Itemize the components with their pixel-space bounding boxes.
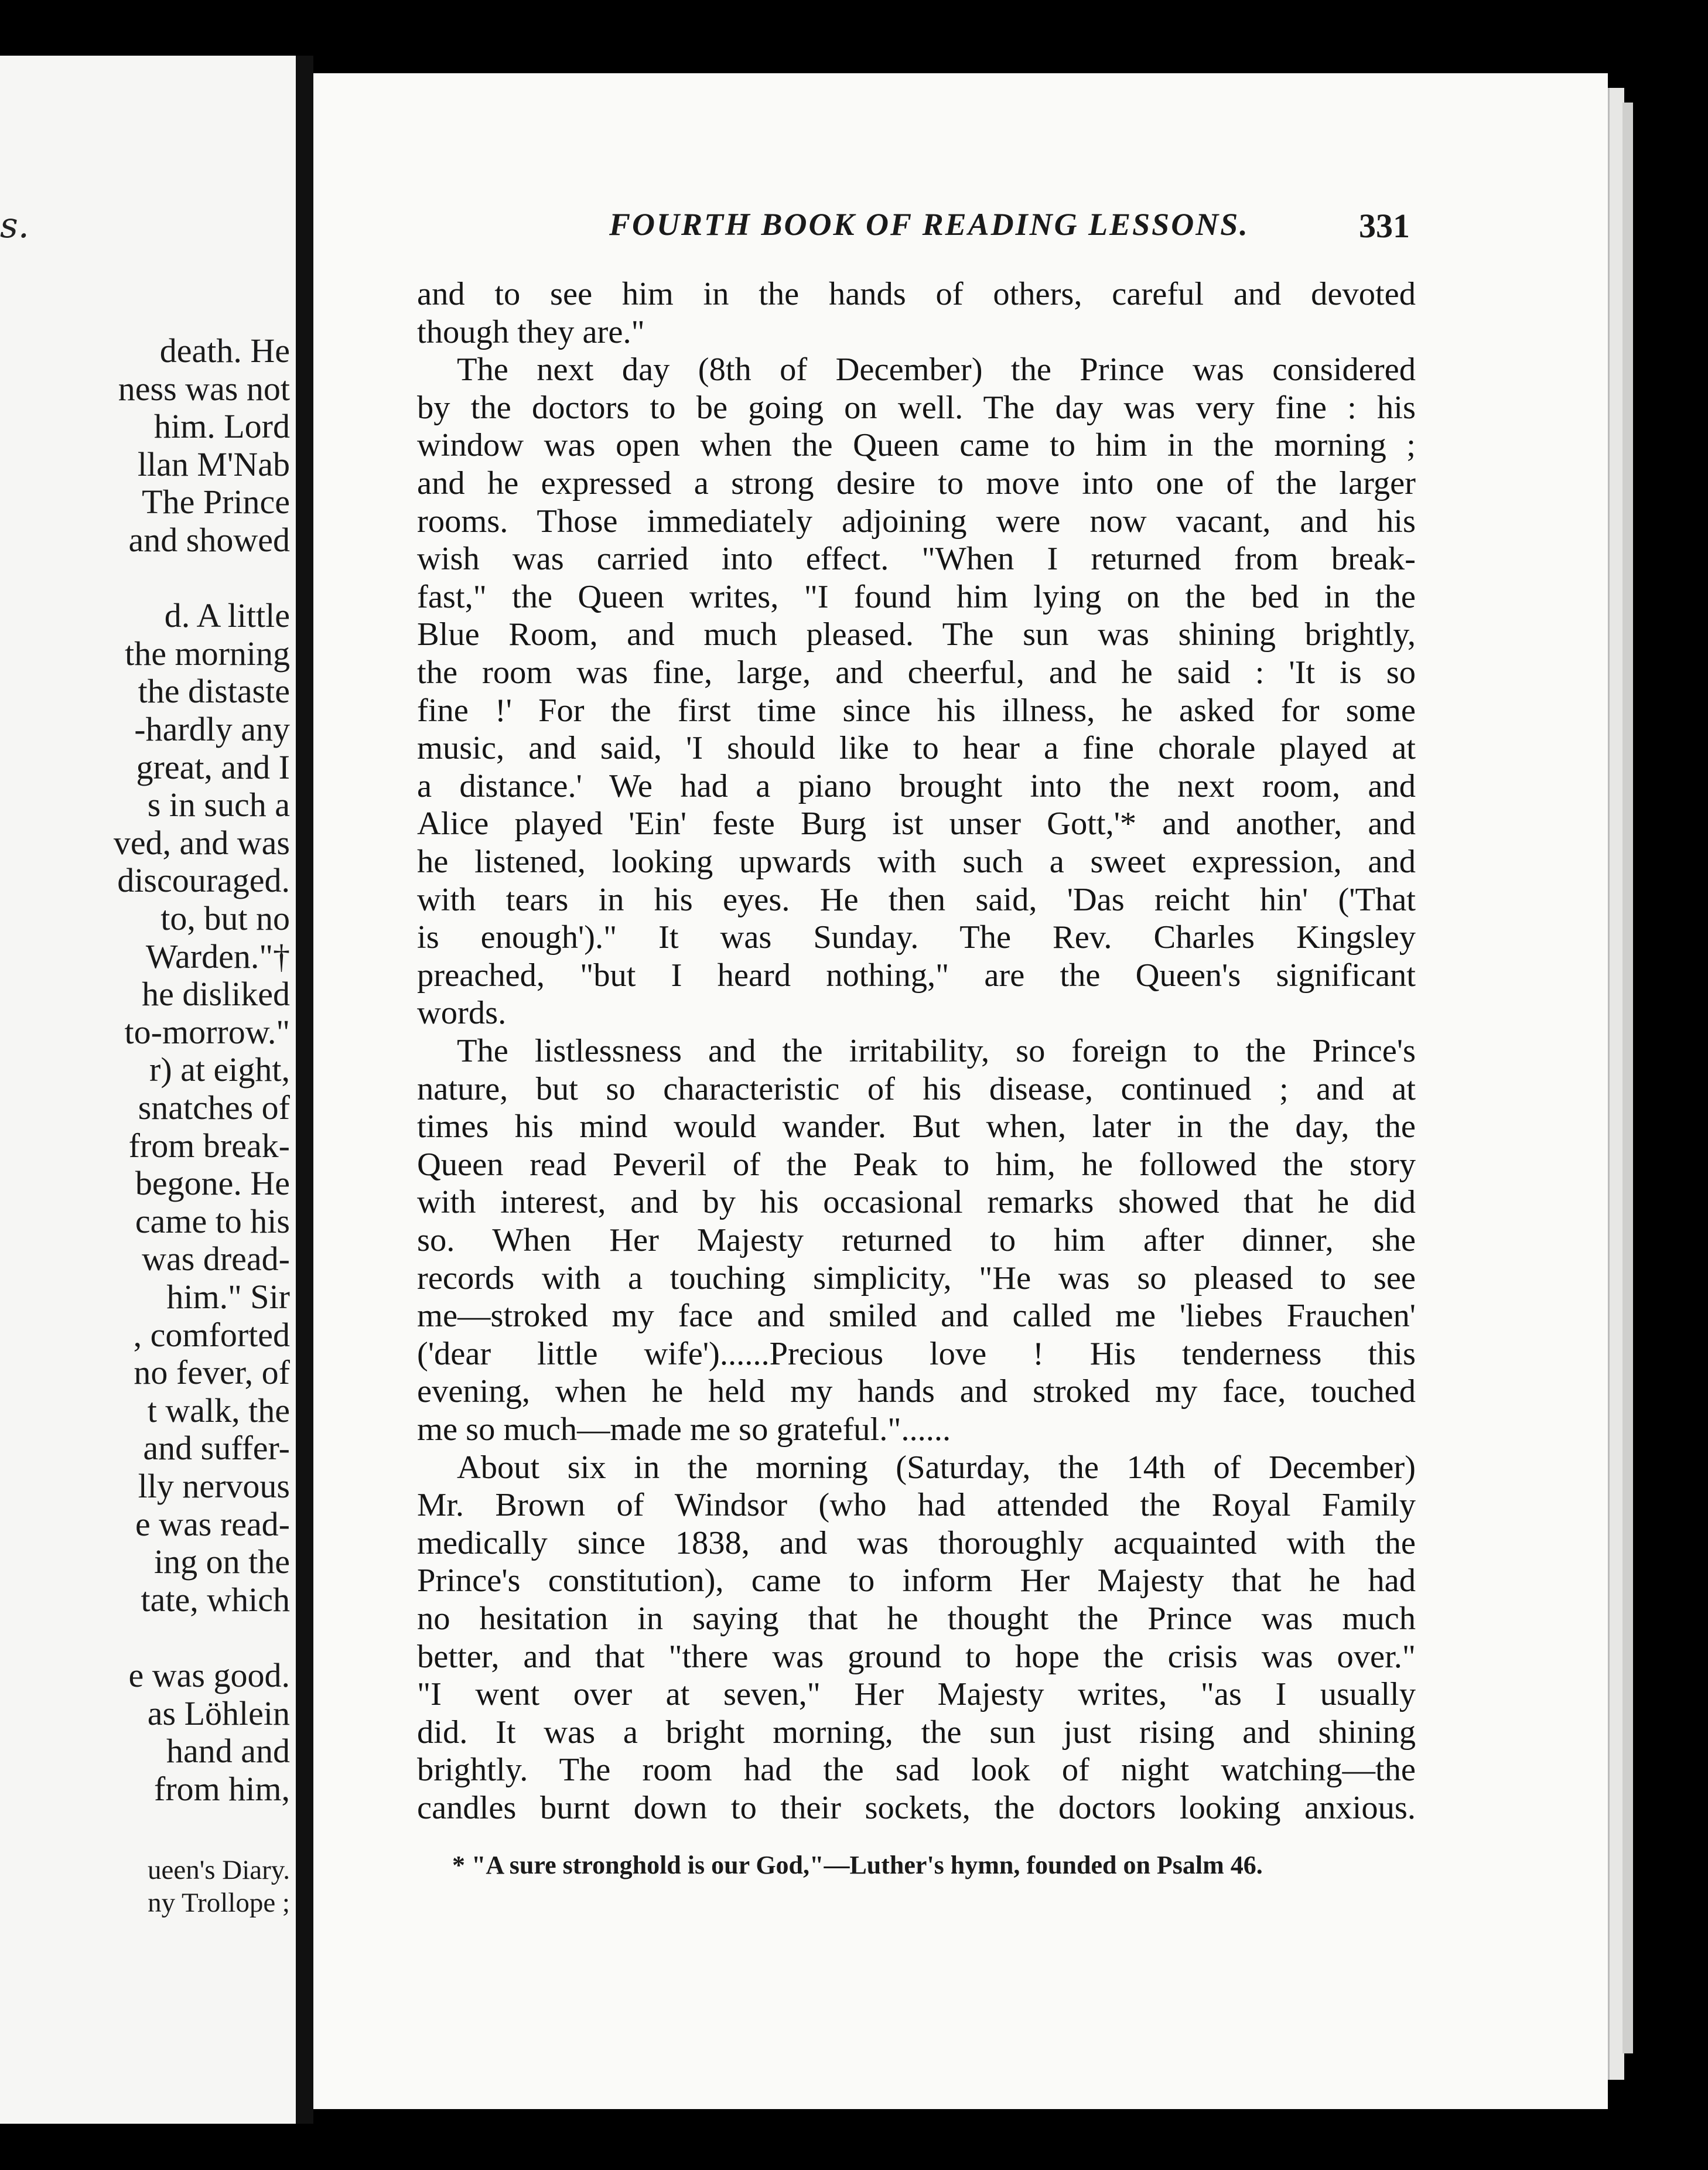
text-line: nature, but so characteristic of his disease, continued ; and at <box>417 1070 1416 1107</box>
left-text-line: discouraged. <box>117 861 290 900</box>
left-text-line: ing on the <box>154 1543 290 1581</box>
text-line: with tears in his eyes. He then said, 'Das reicht hin' ('That <box>417 881 1416 918</box>
left-text-line: the morning <box>125 634 290 673</box>
left-footnote-line: ueen's Diary. <box>148 1855 290 1885</box>
left-text-line: llan M'Nab <box>137 445 290 483</box>
left-text-line: from break- <box>128 1126 290 1165</box>
text-line: ('dear little wife')......Precious love ! His tenderness this <box>417 1335 1416 1372</box>
text-line: The next day (8th of December) the Prince was considered <box>457 352 1416 388</box>
text-line: by the doctors to be going on well. The day was very fine : his <box>417 389 1416 426</box>
text-line: The listlessness and the irritability, so foreign to the Prince's <box>457 1033 1416 1069</box>
left-text-line: e was good. <box>128 1656 290 1694</box>
left-text-line: ved, and was <box>113 823 290 862</box>
left-text-line: e was read- <box>135 1504 290 1543</box>
text-line: fast," the Queen writes, "I found him lying on the bed in the <box>417 578 1416 615</box>
left-text-line: great, and I <box>136 748 290 786</box>
text-line: evening, when he held my hands and stroked my face, touched <box>417 1373 1416 1410</box>
left-text-line: d. A little <box>164 596 290 635</box>
left-text-line: Warden."† <box>145 937 290 975</box>
text-line: About six in the morning (Saturday, the 14th of December) <box>457 1449 1416 1486</box>
text-line: music, and said, 'I should like to hear a fine chorale played at <box>417 730 1416 767</box>
left-text-line: was dread- <box>142 1240 290 1278</box>
book-gutter <box>296 56 313 2124</box>
left-text-line: lly nervous <box>138 1467 290 1505</box>
left-text-line: and suffer- <box>143 1429 290 1468</box>
left-text-line: to-morrow." <box>124 1012 290 1051</box>
left-text-line: ness was not <box>118 369 290 408</box>
page-number: 331 <box>1359 207 1410 245</box>
left-text-line: no fever, of <box>134 1353 290 1392</box>
text-line: Prince's constitution), came to inform Her Majesty that he had <box>417 1562 1416 1599</box>
text-line: Alice played 'Ein' feste Burg ist unser Gott,'* and another, and <box>417 806 1416 842</box>
left-text-line: s in such a <box>147 786 290 824</box>
left-text-line: t walk, the <box>147 1391 290 1429</box>
text-line: candles burnt down to their sockets, the doctors looking anxious. <box>417 1790 1416 1826</box>
text-line: words. <box>417 995 507 1032</box>
text-line: preached, "but I heard nothing," are the Queen's significant <box>417 957 1416 994</box>
left-text-line: hand and <box>166 1732 290 1770</box>
left-facing-page <box>0 56 299 2124</box>
left-text-line: , comforted <box>133 1315 290 1354</box>
text-line: brightly. The room had the sad look of night watching—the <box>417 1752 1416 1789</box>
text-line: me—stroked my face and smiled and called me 'liebes Frauchen' <box>417 1298 1416 1335</box>
left-text-line: to, but no <box>160 899 290 937</box>
left-text-line: snatches of <box>138 1089 290 1127</box>
page-edge-shadow <box>1622 103 1633 2053</box>
left-text-line: r) at eight, <box>149 1050 290 1089</box>
left-page-header-fragment: s. <box>0 205 29 246</box>
text-line: and to see him in the hands of others, careful and devoted <box>417 276 1416 312</box>
text-line: rooms. Those immediately adjoining were now vacant, and his <box>417 503 1416 540</box>
left-text-line: the distaste <box>138 672 290 711</box>
text-line: Queen read Peveril of the Peak to him, he followed the story <box>417 1146 1416 1183</box>
left-text-line: begone. He <box>135 1164 290 1203</box>
text-line: a distance.' We had a piano brought into the next room, and <box>417 767 1416 804</box>
text-line: Mr. Brown of Windsor (who had attended the Royal Family <box>417 1487 1416 1524</box>
left-text-line: tate, which <box>141 1580 290 1619</box>
text-line: is enough')." It was Sunday. The Rev. Charles Kingsley <box>417 919 1416 956</box>
footnote: * "A sure stronghold is our God,"—Luther's hymn, founded on Psalm 46. <box>452 1851 1263 1879</box>
left-text-line: death. He <box>159 332 290 370</box>
text-line: did. It was a bright morning, the sun just rising and shining <box>417 1714 1416 1751</box>
left-text-line: him." Sir <box>166 1278 290 1316</box>
left-text-line: him. Lord <box>154 407 290 446</box>
running-head: FOURTH BOOK OF READING LESSONS. <box>609 207 1249 242</box>
left-text-line: came to his <box>135 1202 290 1240</box>
text-line: with interest, and by his occasional remarks showed that he did <box>417 1184 1416 1221</box>
text-line: so. When Her Majesty returned to him after dinner, she <box>417 1222 1416 1258</box>
text-line: better, and that "there was ground to hope the crisis was over." <box>417 1638 1416 1675</box>
text-line: window was open when the Queen came to him in the morning ; <box>417 427 1416 464</box>
text-line: he listened, looking upwards with such a sweet expression, and <box>417 844 1416 880</box>
text-line: no hesitation in saying that he thought the Prince was much <box>417 1601 1416 1637</box>
left-text-line: as Löhlein <box>147 1694 290 1732</box>
text-line: Blue Room, and much pleased. The sun was shining brightly, <box>417 616 1416 653</box>
left-text-line: and showed <box>128 521 290 559</box>
left-text-line: -hardly any <box>134 710 290 748</box>
text-line: and he expressed a strong desire to move into one of the larger <box>417 465 1416 501</box>
text-line: fine !' For the first time since his illness, he asked for some <box>417 692 1416 729</box>
text-line: records with a touching simplicity, "He was so pleased to see <box>417 1260 1416 1296</box>
text-line: though they are." <box>417 313 645 350</box>
left-footnote-line: ny Trollope ; <box>148 1888 290 1918</box>
left-text-line: from him, <box>154 1769 290 1808</box>
left-text-line: he disliked <box>142 975 290 1014</box>
page-edge <box>1608 88 1624 2080</box>
text-line: medically since 1838, and was thoroughly acquainted with the <box>417 1524 1416 1561</box>
text-line: times his mind would wander. But when, later in the day, the <box>417 1108 1416 1145</box>
text-line: the room was fine, large, and cheerful, and he said : 'It is so <box>417 654 1416 691</box>
left-text-line: The Prince <box>142 483 290 521</box>
text-line: me so much—made me so grateful."...... <box>417 1411 951 1448</box>
text-line: wish was carried into effect. "When I returned from break- <box>417 541 1416 578</box>
text-line: "I went over at seven," Her Majesty writes, "as I usually <box>417 1676 1416 1713</box>
